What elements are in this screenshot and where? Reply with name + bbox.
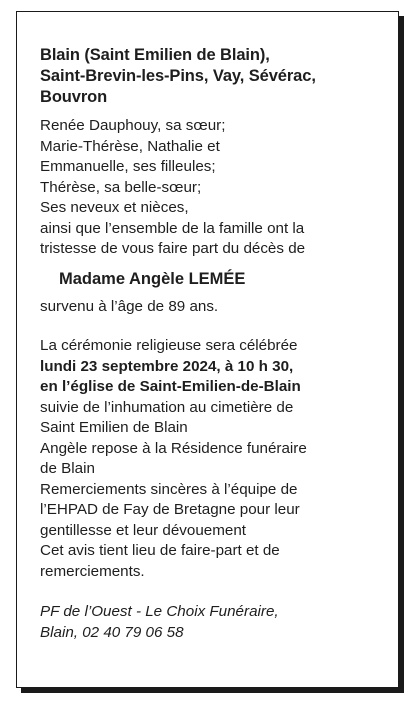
family-line: Thérèse, sa belle-sœur; [40, 178, 202, 196]
ceremony-detail: Saint Emilien de Blain [40, 419, 188, 436]
ceremony-date: lundi 23 septembre 2024, à 10 h 30, [40, 357, 294, 375]
ceremony-detail: de Blain [40, 460, 95, 477]
ceremony-detail: Angèle repose à la Résidence funéraire [40, 439, 307, 457]
places-line: Blain (Saint Emilien de Blain), [40, 46, 270, 64]
funeral-home [40, 602, 385, 643]
family-line: Ses neveux et nièces, [40, 199, 189, 216]
funeral-home-line: PF de l’Ouest - Le Choix Funéraire, [40, 603, 279, 620]
places-line: Saint-Brevin-les-Pins, Vay, Sévérac, [40, 67, 316, 85]
notice-content [40, 45, 385, 643]
ceremony-detail: remerciements. [40, 562, 145, 580]
family-line: Emmanuelle, ses filleules; [40, 158, 216, 175]
ceremony-intro: La cérémonie religieuse sera célébrée [40, 337, 298, 354]
family-line: tristesse de vous faire part du décès de [40, 240, 306, 257]
age-line: survenu à l’âge de 89 ans. [40, 297, 219, 315]
family-line: Renée Dauphouy, sa sœur; [40, 117, 226, 134]
ceremony-detail: gentillesse et leur dévouement [40, 521, 247, 539]
ceremony-place: en l’église de Saint-Emilien-de-Blain [40, 378, 301, 395]
ceremony-detail: l’EHPAD de Fay de Bretagne pour leur [40, 501, 300, 518]
ceremony-section [40, 336, 385, 582]
places-line: Bouvron [40, 88, 108, 106]
ceremony-detail: Cet avis tient lieu de faire-part et de [40, 542, 280, 559]
family-list [40, 116, 385, 260]
ceremony-detail: Remerciements sincères à l’équipe de [40, 480, 298, 498]
deceased-name: Madame Angèle LEMÉE [59, 269, 246, 288]
funeral-home-line: Blain, 02 40 79 06 58 [40, 623, 184, 641]
family-line: ainsi que l’ensemble de la famille ont la [40, 219, 305, 237]
family-line: Marie-Thérèse, Nathalie et [40, 137, 220, 155]
ceremony-detail: suivie de l’inhumation au cimetière de [40, 398, 294, 416]
places-heading [40, 45, 385, 108]
